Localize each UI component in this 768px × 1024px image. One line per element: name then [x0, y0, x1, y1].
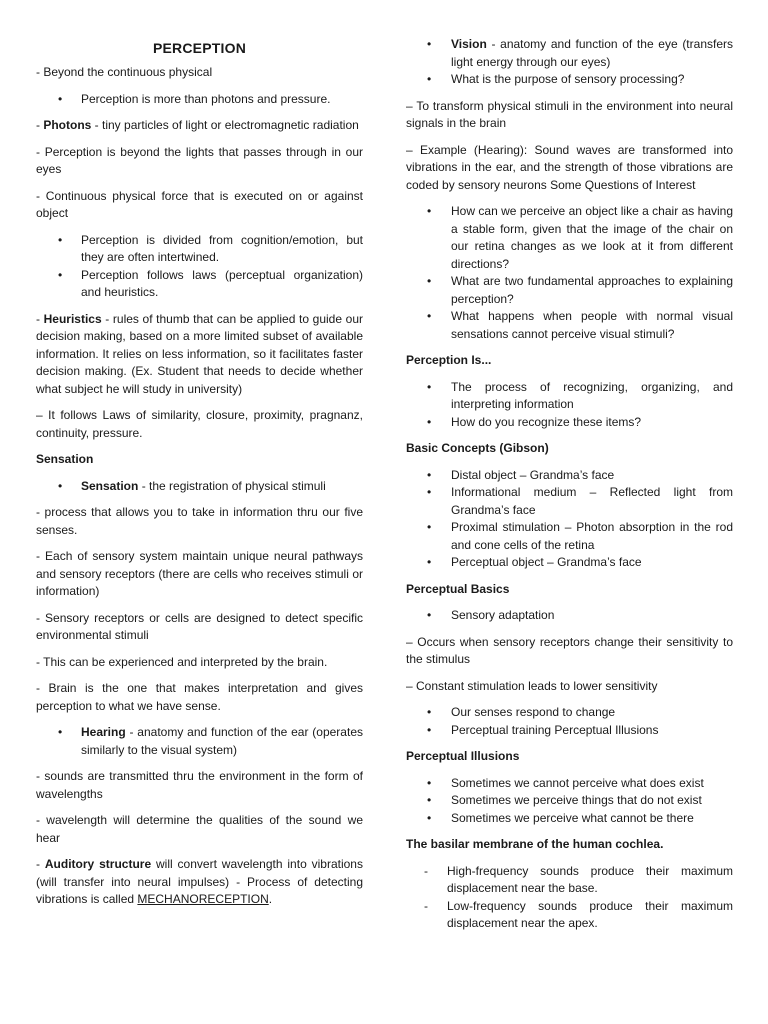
- list-item: • Perceptual training Perceptual Illusions: [406, 722, 733, 740]
- list-item: • Perception is more than photons and pressure.: [36, 91, 363, 109]
- list-item: • Hearing - anatomy and function of the ear (operates similarly to the visual system): [36, 724, 363, 759]
- paragraph: - Heuristics - rules of thumb that can be applied to guide our decision making, based on a more limited subset of available information. It relies on less information, so it facilitates faster decision making. (Ex. Student that needs to decide whether what subject he will study in university): [36, 311, 363, 396]
- bullet-list: [406, 775, 733, 828]
- list-item: • The process of recognizing, organizing, and interpreting information: [406, 379, 733, 414]
- list-item: • Proximal stimulation – Photon absorption in the rod and cone cells of the retina: [406, 519, 733, 554]
- paragraph: - process that allows you to take in information thru our five senses.: [36, 505, 363, 537]
- section-heading: Basic Concepts (Gibson): [406, 441, 549, 455]
- paragraph: – Constant stimulation leads to lower sensitivity: [406, 678, 658, 693]
- paragraph: - Photons - tiny particles of light or electromagnetic radiation: [36, 118, 359, 132]
- bold-term: Auditory structure: [44, 857, 152, 871]
- section-heading: Perception Is...: [406, 353, 492, 367]
- paragraph: – It follows Laws of similarity, closure, proximity, pragnanz, continuity, pressure.: [36, 408, 363, 440]
- paragraph: – Occurs when sensory receptors change their sensitivity to the stimulus: [406, 634, 733, 666]
- list-item: • Informational medium – Reflected light from Grandma’s face: [406, 484, 733, 519]
- page-title: PERCEPTION: [152, 40, 246, 56]
- paragraph: - Each of sensory system maintain unique neural pathways and sensory receptors (there are cells who receives stimuli or information): [36, 549, 363, 598]
- bullet-list: [406, 607, 733, 625]
- section-heading: Perceptual Illusions: [406, 749, 520, 763]
- list-item: • Our senses respond to change: [406, 704, 733, 722]
- list-item: - High-frequency sounds produce their maximum displacement near the base.: [406, 863, 733, 898]
- list-item: • Perceptual object – Grandma’s face: [406, 554, 733, 572]
- section-heading: The basilar membrane of the human cochlea.: [406, 837, 664, 851]
- list-item: • Distal object – Grandma’s face: [406, 467, 733, 485]
- list-item: • Sometimes we perceive things that do not exist: [406, 792, 733, 810]
- paragraph: - Brain is the one that makes interpretation and gives perception to what we have sense.: [36, 681, 363, 713]
- list-item: • What are two fundamental approaches to explaining perception?: [406, 273, 733, 308]
- list-item: • Sometimes we cannot perceive what does exist: [406, 775, 733, 793]
- bold-term: Heuristics: [43, 311, 102, 326]
- paragraph: – To transform physical stimuli in the environment into neural signals in the brain: [406, 98, 733, 130]
- bullet-list: [406, 36, 733, 89]
- list-item: • Sometimes we perceive what cannot be there: [406, 810, 733, 828]
- bold-term: Vision: [451, 37, 487, 51]
- paragraph: - sounds are transmitted thru the environment in the form of wavelengths: [36, 769, 363, 801]
- bullet-list: [406, 467, 733, 572]
- bold-term: Photons: [43, 118, 92, 132]
- underlined-term: MECHANORECEPTION: [137, 892, 269, 906]
- bullet-list: [36, 232, 363, 302]
- left-column: [36, 0, 363, 918]
- paragraph: – Example (Hearing): Sound waves are transformed into vibrations in the ear, and the strength of those vibrations are coded by sensory neurons Some Questions of Interest: [406, 142, 733, 192]
- paragraph: - Perception is beyond the lights that passes through in our eyes: [36, 144, 363, 176]
- paragraph: - This can be experienced and interpreted by the brain.: [36, 654, 328, 669]
- list-item: • Perception follows laws (perceptual organization) and heuristics.: [36, 267, 363, 302]
- dash-list: [406, 863, 733, 933]
- bullet-list: [36, 724, 363, 759]
- list-item: • Vision - anatomy and function of the eye (transfers light energy through our eyes): [406, 36, 733, 71]
- bullet-list: [406, 704, 733, 739]
- bold-term: Sensation: [81, 478, 139, 493]
- list-item: - Low-frequency sounds produce their maximum displacement near the apex.: [406, 898, 733, 933]
- paragraph: - Beyond the continuous physical: [36, 65, 213, 79]
- list-item: • Sensory adaptation: [406, 607, 733, 625]
- list-item: • How can we perceive an object like a chair as having a stable form, given that the image of the chair on our retina changes as we look at it from different directions?: [406, 203, 733, 273]
- paragraph: - Auditory structure will convert wavelength into vibrations (will transfer into neural impulses) - Process of detecting vibrations is called MECHANORECEPTION.: [36, 857, 363, 906]
- right-column: [406, 36, 733, 942]
- bullet-list: [406, 203, 733, 343]
- section-heading: Perceptual Basics: [406, 581, 510, 596]
- list-item: • What happens when people with normal visual sensations cannot perceive visual stimuli?: [406, 308, 733, 343]
- list-item: • Perception is divided from cognition/emotion, but they are often intertwined.: [36, 232, 363, 267]
- section-heading: Sensation: [36, 452, 94, 466]
- bullet-list: [36, 91, 363, 109]
- bullet-list: [406, 379, 733, 432]
- list-item: • How do you recognize these items?: [406, 414, 733, 432]
- list-item: • Sensation - the registration of physical stimuli: [36, 478, 363, 496]
- list-item: • What is the purpose of sensory processing?: [406, 71, 733, 89]
- paragraph: - Continuous physical force that is executed on or against object: [36, 188, 363, 220]
- bold-term: Hearing: [81, 725, 126, 739]
- paragraph: - wavelength will determine the qualities of the sound we hear: [36, 813, 363, 845]
- bullet-list: [36, 478, 363, 496]
- paragraph: - Sensory receptors or cells are designed to detect specific environmental stimuli: [36, 610, 363, 642]
